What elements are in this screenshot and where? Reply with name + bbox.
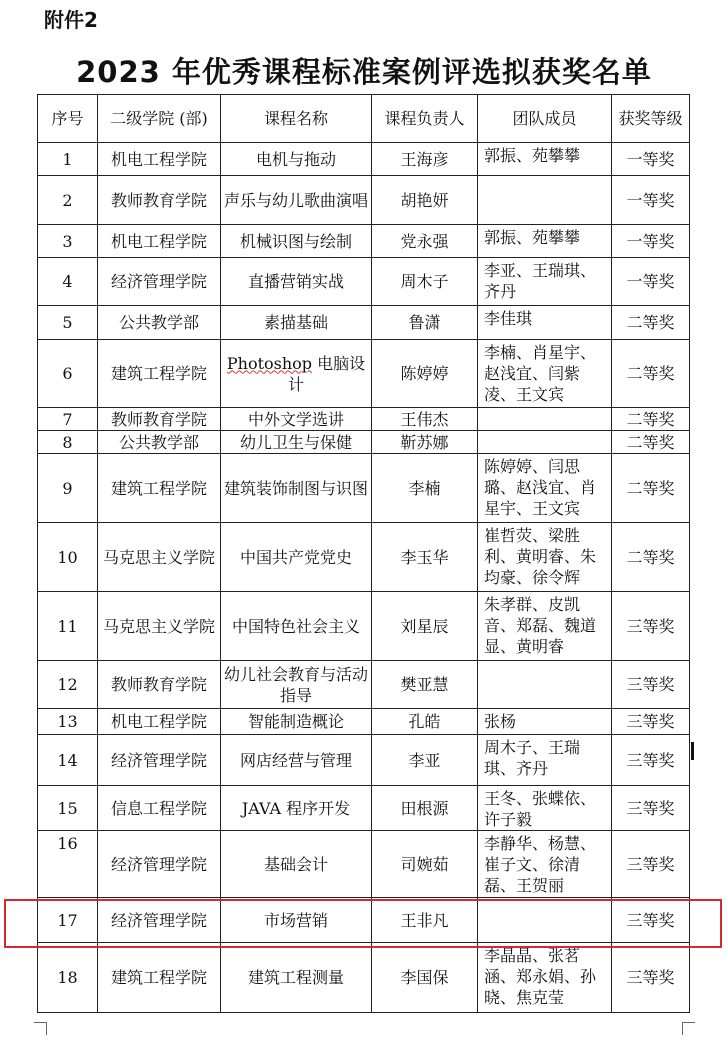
cell-course: 网店经营与管理	[221, 735, 372, 786]
cell-college: 建筑工程学院	[98, 454, 221, 523]
cell-award: 三等奖	[612, 709, 690, 735]
cell-team: 张杨	[478, 709, 612, 735]
page-corner-mark-right	[682, 1022, 695, 1035]
cell-team	[478, 898, 612, 943]
table-row	[38, 898, 690, 943]
cell-leader: 樊亚慧	[372, 661, 478, 709]
table-row	[38, 709, 690, 735]
cell-team: 李静华、杨慧、崔子文、徐清磊、王贺丽	[478, 831, 612, 898]
cell-course: 幼儿卫生与保健	[221, 431, 372, 454]
cell-index: 18	[38, 943, 98, 1013]
table-row	[38, 735, 690, 786]
cell-college: 经济管理学院	[98, 735, 221, 786]
cell-award: 一等奖	[612, 143, 690, 176]
cell-award: 三等奖	[612, 735, 690, 786]
cell-team: 周木子、王瑞琪、齐丹	[478, 735, 612, 786]
cell-team: 李晶晶、张茗涵、郑永娟、孙晓、焦克莹	[478, 943, 612, 1013]
table-row	[38, 431, 690, 454]
cell-college: 建筑工程学院	[98, 340, 221, 408]
header-course: 课程名称	[221, 95, 372, 143]
text-cursor	[691, 742, 694, 760]
cell-award: 三等奖	[612, 898, 690, 943]
table-row	[38, 176, 690, 225]
cell-index: 11	[38, 592, 98, 661]
cell-team: 崔哲荧、梁胜利、黄明睿、朱均豪、徐令辉	[478, 523, 612, 592]
table-header-row	[38, 95, 690, 143]
cell-award: 一等奖	[612, 258, 690, 306]
cell-index: 6	[38, 340, 98, 408]
cell-leader: 党永强	[372, 225, 478, 258]
cell-college: 公共教学部	[98, 431, 221, 454]
cell-award: 一等奖	[612, 176, 690, 225]
cell-college: 建筑工程学院	[98, 943, 221, 1013]
cell-college: 机电工程学院	[98, 143, 221, 176]
table-row	[38, 340, 690, 408]
cell-team: 王冬、张蝶依、许子毅	[478, 786, 612, 831]
cell-award: 三等奖	[612, 661, 690, 709]
cell-college: 经济管理学院	[98, 898, 221, 943]
cell-index: 17	[38, 898, 98, 943]
cell-index: 13	[38, 709, 98, 735]
header-index: 序号	[38, 95, 98, 143]
cell-index: 2	[38, 176, 98, 225]
cell-award: 二等奖	[612, 431, 690, 454]
cell-index: 15	[38, 786, 98, 831]
cell-award: 二等奖	[612, 408, 690, 431]
cell-award: 三等奖	[612, 943, 690, 1013]
cell-course: JAVA 程序开发	[221, 786, 372, 831]
cell-college: 机电工程学院	[98, 225, 221, 258]
table-row	[38, 306, 690, 340]
cell-leader: 王海彦	[372, 143, 478, 176]
cell-course: 幼儿社会教育与活动指导	[221, 661, 372, 709]
cell-award: 二等奖	[612, 454, 690, 523]
cell-index: 14	[38, 735, 98, 786]
cell-course: 机械识图与绘制	[221, 225, 372, 258]
cell-college: 信息工程学院	[98, 786, 221, 831]
cell-team	[478, 176, 612, 225]
page-corner-mark-left	[34, 1022, 47, 1035]
cell-team	[478, 431, 612, 454]
cell-team	[478, 408, 612, 431]
cell-college: 经济管理学院	[98, 831, 221, 898]
table-row	[38, 454, 690, 523]
cell-leader: 周木子	[372, 258, 478, 306]
cell-college: 马克思主义学院	[98, 523, 221, 592]
cell-team: 郭振、苑攀攀	[478, 225, 612, 258]
cell-index: 16	[38, 831, 98, 898]
cell-course: 建筑工程测量	[221, 943, 372, 1013]
cell-course: 建筑装饰制图与识图	[221, 454, 372, 523]
cell-leader: 鲁潇	[372, 306, 478, 340]
cell-course: 中外文学选讲	[221, 408, 372, 431]
cell-index: 4	[38, 258, 98, 306]
cell-leader: 王伟杰	[372, 408, 478, 431]
cell-college: 教师教育学院	[98, 408, 221, 431]
cell-team	[478, 661, 612, 709]
cell-course: 中国特色社会主义	[221, 592, 372, 661]
cell-index: 12	[38, 661, 98, 709]
document-title: 2023 年优秀课程标准案例评选拟获奖名单	[76, 55, 652, 89]
cell-leader: 孔皓	[372, 709, 478, 735]
cell-college: 机电工程学院	[98, 709, 221, 735]
cell-course: 智能制造概论	[221, 709, 372, 735]
header-team: 团队成员	[478, 95, 612, 143]
cell-leader: 李玉华	[372, 523, 478, 592]
cell-index: 5	[38, 306, 98, 340]
cell-course: 素描基础	[221, 306, 372, 340]
cell-team: 李佳琪	[478, 306, 612, 340]
cell-leader: 李国保	[372, 943, 478, 1013]
cell-college: 经济管理学院	[98, 258, 221, 306]
cell-leader: 李楠	[372, 454, 478, 523]
cell-college: 公共教学部	[98, 306, 221, 340]
cell-course: 中国共产党党史	[221, 523, 372, 592]
cell-index: 3	[38, 225, 98, 258]
cell-team: 郭振、苑攀攀	[478, 143, 612, 176]
cell-index: 7	[38, 408, 98, 431]
cell-index: 10	[38, 523, 98, 592]
cell-award: 二等奖	[612, 340, 690, 408]
cell-course: 声乐与幼儿歌曲演唱	[221, 176, 372, 225]
cell-award: 三等奖	[612, 786, 690, 831]
table-row	[38, 943, 690, 1013]
cell-leader: 司婉茹	[372, 831, 478, 898]
table-row	[38, 786, 690, 831]
cell-college: 教师教育学院	[98, 176, 221, 225]
cell-team: 李亚、王瑞琪、齐丹	[478, 258, 612, 306]
cell-leader: 靳苏娜	[372, 431, 478, 454]
cell-leader: 田根源	[372, 786, 478, 831]
header-award: 获奖等级	[612, 95, 690, 143]
table-row	[38, 143, 690, 176]
cell-college: 马克思主义学院	[98, 592, 221, 661]
table-row	[38, 408, 690, 431]
cell-award: 一等奖	[612, 225, 690, 258]
cell-course-rest: 电脑设计	[287, 353, 366, 394]
cell-course	[221, 340, 372, 408]
attachment-label: 附件2	[44, 8, 98, 32]
cell-index: 9	[38, 454, 98, 523]
cell-award: 二等奖	[612, 523, 690, 592]
header-college: 二级学院 (部)	[98, 95, 221, 143]
cell-index: 8	[38, 431, 98, 454]
table-row	[38, 592, 690, 661]
cell-team: 陈婷婷、闫思璐、赵浅宜、肖星宇、王文宾	[478, 454, 612, 523]
table-row	[38, 258, 690, 306]
cell-course: 直播营销实战	[221, 258, 372, 306]
cell-team: 李楠、肖星宇、赵浅宜、闫紫凌、王文宾	[478, 340, 612, 408]
table-row	[38, 523, 690, 592]
cell-leader: 王非凡	[372, 898, 478, 943]
cell-college: 教师教育学院	[98, 661, 221, 709]
cell-award: 三等奖	[612, 592, 690, 661]
cell-leader: 李亚	[372, 735, 478, 786]
cell-award: 三等奖	[612, 831, 690, 898]
cell-leader: 陈婷婷	[372, 340, 478, 408]
table-row	[38, 661, 690, 709]
table-row	[38, 225, 690, 258]
cell-course: 基础会计	[221, 831, 372, 898]
cell-team: 朱孝群、皮凯音、郑磊、魏道显、黄明睿	[478, 592, 612, 661]
table-row	[38, 831, 690, 898]
cell-course: 市场营销	[221, 898, 372, 943]
cell-course: 电机与拖动	[221, 143, 372, 176]
cell-leader: 胡艳妍	[372, 176, 478, 225]
spellcheck-word: Photoshop	[226, 353, 313, 373]
cell-index: 1	[38, 143, 98, 176]
awards-table	[37, 94, 690, 1013]
cell-leader: 刘星辰	[372, 592, 478, 661]
cell-award: 二等奖	[612, 306, 690, 340]
header-leader: 课程负责人	[372, 95, 478, 143]
